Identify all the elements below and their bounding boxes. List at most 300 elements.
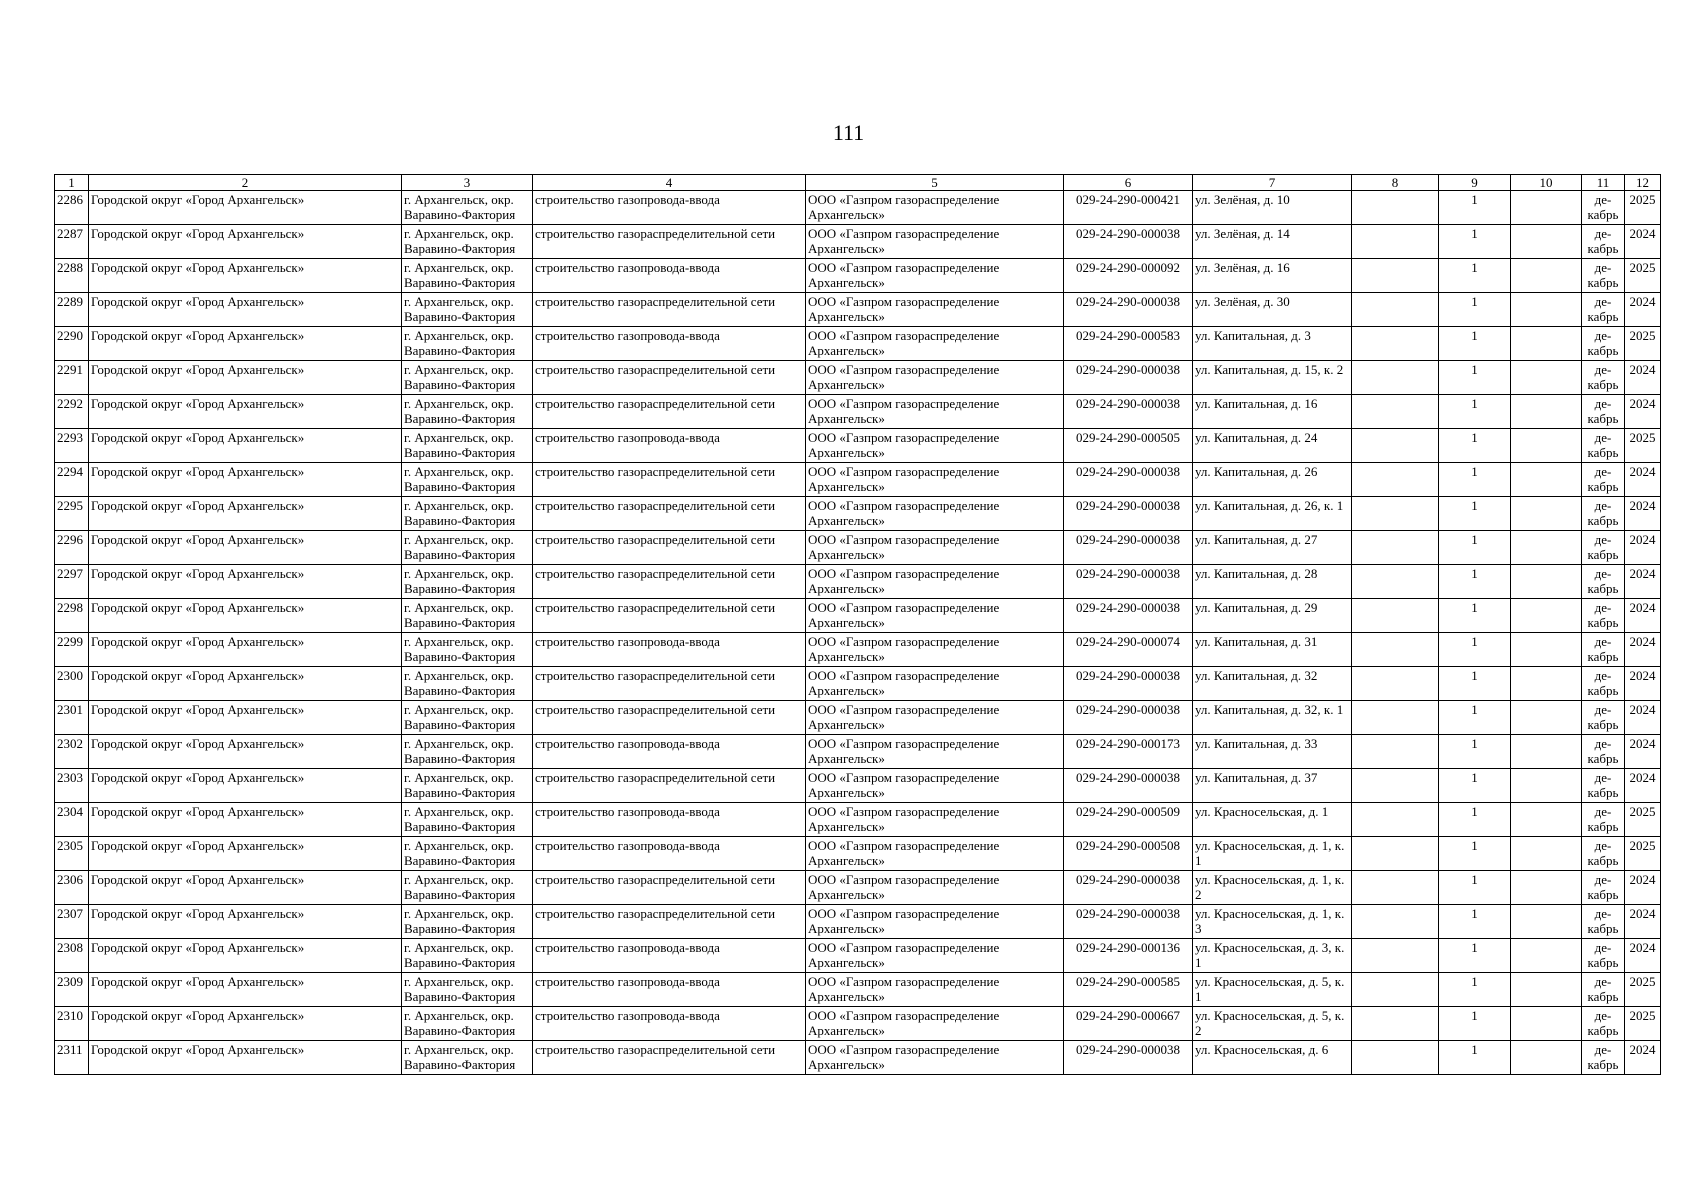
table-row	[55, 497, 1661, 531]
cell-district: г. Архангельск, окр. Варавино-Фактория	[402, 1007, 533, 1041]
cell-application-number: 029-24-290-000667	[1064, 1007, 1193, 1041]
cell-district: г. Архангельск, окр. Варавино-Фактория	[402, 361, 533, 395]
table-row	[55, 837, 1661, 871]
table-row	[55, 1007, 1661, 1041]
cell-work-type: строительство газопровода-ввода	[533, 939, 806, 973]
cell-work-type: строительство газопровода-ввода	[533, 1007, 806, 1041]
cell-year: 2025	[1625, 973, 1661, 1007]
cell-year: 2024	[1625, 701, 1661, 735]
cell-col-10	[1511, 531, 1582, 565]
cell-organization: ООО «Газпром газораспределение Архангельск»	[806, 973, 1064, 1007]
cell-col-8	[1352, 565, 1439, 599]
cell-count: 1	[1439, 735, 1511, 769]
cell-count: 1	[1439, 565, 1511, 599]
cell-municipality: Городской округ «Город Архангельск»	[89, 293, 402, 327]
column-header-1: 1	[55, 175, 89, 191]
cell-work-type: строительство газопровода-ввода	[533, 973, 806, 1007]
page-number: 111	[832, 120, 865, 145]
cell-col-10	[1511, 565, 1582, 599]
column-header-3: 3	[402, 175, 533, 191]
cell-row-number: 2297	[55, 565, 89, 599]
cell-row-number: 2307	[55, 905, 89, 939]
cell-count: 1	[1439, 871, 1511, 905]
cell-col-8	[1352, 939, 1439, 973]
column-header-5: 5	[806, 175, 1064, 191]
cell-application-number: 029-24-290-000038	[1064, 667, 1193, 701]
cell-address: ул. Красносельская, д. 6	[1193, 1041, 1352, 1075]
cell-col-8	[1352, 497, 1439, 531]
cell-row-number: 2294	[55, 463, 89, 497]
table-row	[55, 225, 1661, 259]
cell-address: ул. Капитальная, д. 26	[1193, 463, 1352, 497]
cell-application-number: 029-24-290-000038	[1064, 361, 1193, 395]
cell-month: де-кабрь	[1582, 225, 1625, 259]
table-row	[55, 871, 1661, 905]
cell-row-number: 2308	[55, 939, 89, 973]
cell-col-8	[1352, 531, 1439, 565]
cell-address: ул. Капитальная, д. 32, к. 1	[1193, 701, 1352, 735]
cell-count: 1	[1439, 837, 1511, 871]
cell-district: г. Архангельск, окр. Варавино-Фактория	[402, 1041, 533, 1075]
cell-col-8	[1352, 327, 1439, 361]
cell-municipality: Городской округ «Город Архангельск»	[89, 667, 402, 701]
cell-address: ул. Капитальная, д. 26, к. 1	[1193, 497, 1352, 531]
table-row	[55, 905, 1661, 939]
cell-col-10	[1511, 599, 1582, 633]
cell-row-number: 2291	[55, 361, 89, 395]
cell-col-8	[1352, 225, 1439, 259]
cell-row-number: 2290	[55, 327, 89, 361]
cell-organization: ООО «Газпром газораспределение Архангельск»	[806, 769, 1064, 803]
cell-district: г. Архангельск, окр. Варавино-Фактория	[402, 191, 533, 225]
cell-year: 2024	[1625, 497, 1661, 531]
cell-month: де-кабрь	[1582, 395, 1625, 429]
cell-col-8	[1352, 361, 1439, 395]
cell-month: де-кабрь	[1582, 327, 1625, 361]
cell-row-number: 2303	[55, 769, 89, 803]
cell-month: де-кабрь	[1582, 1007, 1625, 1041]
cell-application-number: 029-24-290-000038	[1064, 565, 1193, 599]
cell-year: 2025	[1625, 429, 1661, 463]
cell-municipality: Городской округ «Город Архангельск»	[89, 565, 402, 599]
table-row	[55, 361, 1661, 395]
cell-row-number: 2289	[55, 293, 89, 327]
registry-table	[54, 174, 1661, 1075]
cell-col-10	[1511, 1007, 1582, 1041]
cell-application-number: 029-24-290-000505	[1064, 429, 1193, 463]
cell-application-number: 029-24-290-000074	[1064, 633, 1193, 667]
cell-organization: ООО «Газпром газораспределение Архангельск»	[806, 803, 1064, 837]
cell-count: 1	[1439, 905, 1511, 939]
cell-year: 2024	[1625, 565, 1661, 599]
cell-application-number: 029-24-290-000038	[1064, 497, 1193, 531]
cell-count: 1	[1439, 293, 1511, 327]
cell-year: 2024	[1625, 1041, 1661, 1075]
cell-count: 1	[1439, 1007, 1511, 1041]
cell-col-10	[1511, 1041, 1582, 1075]
cell-organization: ООО «Газпром газораспределение Архангельск»	[806, 905, 1064, 939]
cell-address: ул. Зелёная, д. 10	[1193, 191, 1352, 225]
cell-application-number: 029-24-290-000038	[1064, 905, 1193, 939]
cell-count: 1	[1439, 769, 1511, 803]
cell-address: ул. Капитальная, д. 29	[1193, 599, 1352, 633]
cell-municipality: Городской округ «Город Архангельск»	[89, 531, 402, 565]
cell-municipality: Городской округ «Город Архангельск»	[89, 395, 402, 429]
cell-application-number: 029-24-290-000421	[1064, 191, 1193, 225]
cell-organization: ООО «Газпром газораспределение Архангельск»	[806, 837, 1064, 871]
cell-year: 2025	[1625, 327, 1661, 361]
cell-application-number: 029-24-290-000038	[1064, 1041, 1193, 1075]
cell-col-8	[1352, 769, 1439, 803]
cell-address: ул. Красносельская, д. 3, к. 1	[1193, 939, 1352, 973]
column-header-12: 12	[1625, 175, 1661, 191]
cell-application-number: 029-24-290-000173	[1064, 735, 1193, 769]
cell-year: 2024	[1625, 905, 1661, 939]
column-header-6: 6	[1064, 175, 1193, 191]
cell-col-8	[1352, 701, 1439, 735]
cell-row-number: 2310	[55, 1007, 89, 1041]
cell-count: 1	[1439, 463, 1511, 497]
cell-municipality: Городской округ «Город Архангельск»	[89, 905, 402, 939]
cell-count: 1	[1439, 259, 1511, 293]
cell-address: ул. Капитальная, д. 15, к. 2	[1193, 361, 1352, 395]
cell-col-10	[1511, 701, 1582, 735]
cell-municipality: Городской округ «Город Архангельск»	[89, 633, 402, 667]
cell-month: де-кабрь	[1582, 735, 1625, 769]
cell-month: де-кабрь	[1582, 701, 1625, 735]
table-row	[55, 463, 1661, 497]
cell-count: 1	[1439, 191, 1511, 225]
cell-month: де-кабрь	[1582, 1041, 1625, 1075]
table-row	[55, 701, 1661, 735]
cell-year: 2024	[1625, 769, 1661, 803]
cell-year: 2024	[1625, 667, 1661, 701]
cell-district: г. Архангельск, окр. Варавино-Фактория	[402, 633, 533, 667]
cell-year: 2024	[1625, 871, 1661, 905]
cell-district: г. Архангельск, окр. Варавино-Фактория	[402, 395, 533, 429]
cell-municipality: Городской округ «Город Архангельск»	[89, 701, 402, 735]
cell-year: 2024	[1625, 463, 1661, 497]
cell-application-number: 029-24-290-000038	[1064, 225, 1193, 259]
cell-organization: ООО «Газпром газораспределение Архангельск»	[806, 429, 1064, 463]
cell-row-number: 2299	[55, 633, 89, 667]
cell-row-number: 2292	[55, 395, 89, 429]
cell-month: де-кабрь	[1582, 497, 1625, 531]
column-header-4: 4	[533, 175, 806, 191]
cell-district: г. Архангельск, окр. Варавино-Фактория	[402, 905, 533, 939]
table-row	[55, 259, 1661, 293]
cell-count: 1	[1439, 497, 1511, 531]
cell-application-number: 029-24-290-000038	[1064, 531, 1193, 565]
cell-address: ул. Капитальная, д. 32	[1193, 667, 1352, 701]
cell-col-10	[1511, 191, 1582, 225]
cell-organization: ООО «Газпром газораспределение Архангельск»	[806, 293, 1064, 327]
cell-municipality: Городской округ «Город Архангельск»	[89, 463, 402, 497]
cell-month: де-кабрь	[1582, 905, 1625, 939]
cell-row-number: 2302	[55, 735, 89, 769]
cell-municipality: Городской округ «Город Архангельск»	[89, 429, 402, 463]
cell-organization: ООО «Газпром газораспределение Архангельск»	[806, 701, 1064, 735]
cell-col-8	[1352, 429, 1439, 463]
cell-count: 1	[1439, 633, 1511, 667]
cell-month: де-кабрь	[1582, 531, 1625, 565]
cell-col-8	[1352, 191, 1439, 225]
cell-organization: ООО «Газпром газораспределение Архангельск»	[806, 497, 1064, 531]
cell-count: 1	[1439, 225, 1511, 259]
cell-municipality: Городской округ «Город Архангельск»	[89, 735, 402, 769]
cell-address: ул. Зелёная, д. 16	[1193, 259, 1352, 293]
cell-district: г. Архангельск, окр. Варавино-Фактория	[402, 973, 533, 1007]
cell-month: де-кабрь	[1582, 803, 1625, 837]
table-row	[55, 395, 1661, 429]
cell-organization: ООО «Газпром газораспределение Архангельск»	[806, 327, 1064, 361]
cell-work-type: строительство газопровода-ввода	[533, 633, 806, 667]
cell-col-10	[1511, 837, 1582, 871]
cell-work-type: строительство газопровода-ввода	[533, 191, 806, 225]
cell-year: 2024	[1625, 395, 1661, 429]
cell-organization: ООО «Газпром газораспределение Архангельск»	[806, 395, 1064, 429]
cell-col-8	[1352, 973, 1439, 1007]
cell-row-number: 2304	[55, 803, 89, 837]
cell-district: г. Архангельск, окр. Варавино-Фактория	[402, 293, 533, 327]
cell-application-number: 029-24-290-000038	[1064, 599, 1193, 633]
cell-address: ул. Капитальная, д. 16	[1193, 395, 1352, 429]
cell-organization: ООО «Газпром газораспределение Архангельск»	[806, 735, 1064, 769]
cell-work-type: строительство газораспределительной сети	[533, 395, 806, 429]
cell-district: г. Архангельск, окр. Варавино-Фактория	[402, 803, 533, 837]
cell-organization: ООО «Газпром газораспределение Архангельск»	[806, 225, 1064, 259]
cell-col-10	[1511, 463, 1582, 497]
cell-district: г. Архангельск, окр. Варавино-Фактория	[402, 327, 533, 361]
cell-municipality: Городской округ «Город Архангельск»	[89, 769, 402, 803]
cell-month: де-кабрь	[1582, 293, 1625, 327]
cell-col-10	[1511, 327, 1582, 361]
cell-municipality: Городской округ «Город Архангельск»	[89, 973, 402, 1007]
cell-application-number: 029-24-290-000092	[1064, 259, 1193, 293]
cell-year: 2025	[1625, 837, 1661, 871]
column-header-7: 7	[1193, 175, 1352, 191]
cell-district: г. Архангельск, окр. Варавино-Фактория	[402, 497, 533, 531]
cell-address: ул. Капитальная, д. 27	[1193, 531, 1352, 565]
cell-work-type: строительство газопровода-ввода	[533, 837, 806, 871]
cell-col-10	[1511, 293, 1582, 327]
column-header-10: 10	[1511, 175, 1582, 191]
cell-address: ул. Красносельская, д. 1	[1193, 803, 1352, 837]
cell-year: 2025	[1625, 259, 1661, 293]
cell-col-10	[1511, 395, 1582, 429]
cell-work-type: строительство газораспределительной сети	[533, 463, 806, 497]
cell-year: 2024	[1625, 633, 1661, 667]
cell-col-10	[1511, 633, 1582, 667]
table-row	[55, 769, 1661, 803]
cell-district: г. Архангельск, окр. Варавино-Фактория	[402, 939, 533, 973]
cell-year: 2025	[1625, 1007, 1661, 1041]
cell-application-number: 029-24-290-000136	[1064, 939, 1193, 973]
cell-district: г. Архангельск, окр. Варавино-Фактория	[402, 531, 533, 565]
table-body	[55, 191, 1661, 1075]
cell-organization: ООО «Газпром газораспределение Архангельск»	[806, 361, 1064, 395]
table-row	[55, 191, 1661, 225]
cell-address: ул. Красносельская, д. 1, к. 2	[1193, 871, 1352, 905]
table-row	[55, 327, 1661, 361]
cell-municipality: Городской округ «Город Архангельск»	[89, 361, 402, 395]
cell-application-number: 029-24-290-000038	[1064, 463, 1193, 497]
cell-col-8	[1352, 293, 1439, 327]
cell-month: де-кабрь	[1582, 463, 1625, 497]
cell-col-10	[1511, 769, 1582, 803]
cell-application-number: 029-24-290-000583	[1064, 327, 1193, 361]
column-header-8: 8	[1352, 175, 1439, 191]
cell-work-type: строительство газораспределительной сети	[533, 599, 806, 633]
cell-work-type: строительство газопровода-ввода	[533, 327, 806, 361]
cell-month: де-кабрь	[1582, 191, 1625, 225]
column-header-9: 9	[1439, 175, 1511, 191]
cell-col-8	[1352, 633, 1439, 667]
cell-year: 2025	[1625, 803, 1661, 837]
cell-count: 1	[1439, 939, 1511, 973]
cell-year: 2024	[1625, 293, 1661, 327]
cell-col-8	[1352, 837, 1439, 871]
table-row	[55, 531, 1661, 565]
cell-year: 2024	[1625, 939, 1661, 973]
cell-col-8	[1352, 803, 1439, 837]
cell-organization: ООО «Газпром газораспределение Архангельск»	[806, 1007, 1064, 1041]
cell-work-type: строительство газопровода-ввода	[533, 429, 806, 463]
cell-col-8	[1352, 1041, 1439, 1075]
cell-month: де-кабрь	[1582, 429, 1625, 463]
cell-col-10	[1511, 905, 1582, 939]
cell-month: де-кабрь	[1582, 361, 1625, 395]
cell-col-8	[1352, 259, 1439, 293]
cell-col-8	[1352, 463, 1439, 497]
cell-row-number: 2295	[55, 497, 89, 531]
cell-row-number: 2293	[55, 429, 89, 463]
cell-month: де-кабрь	[1582, 769, 1625, 803]
cell-work-type: строительство газораспределительной сети	[533, 667, 806, 701]
cell-organization: ООО «Газпром газораспределение Архангельск»	[806, 463, 1064, 497]
cell-district: г. Архангельск, окр. Варавино-Фактория	[402, 599, 533, 633]
cell-organization: ООО «Газпром газораспределение Архангельск»	[806, 1041, 1064, 1075]
cell-col-10	[1511, 973, 1582, 1007]
cell-col-8	[1352, 1007, 1439, 1041]
cell-district: г. Архангельск, окр. Варавино-Фактория	[402, 565, 533, 599]
cell-count: 1	[1439, 429, 1511, 463]
cell-count: 1	[1439, 361, 1511, 395]
cell-row-number: 2286	[55, 191, 89, 225]
cell-address: ул. Капитальная, д. 3	[1193, 327, 1352, 361]
cell-work-type: строительство газораспределительной сети	[533, 905, 806, 939]
table-row	[55, 429, 1661, 463]
cell-organization: ООО «Газпром газораспределение Архангельск»	[806, 565, 1064, 599]
cell-municipality: Городской округ «Город Архангельск»	[89, 327, 402, 361]
cell-address: ул. Зелёная, д. 30	[1193, 293, 1352, 327]
cell-work-type: строительство газораспределительной сети	[533, 361, 806, 395]
cell-month: де-кабрь	[1582, 565, 1625, 599]
cell-month: де-кабрь	[1582, 633, 1625, 667]
cell-count: 1	[1439, 327, 1511, 361]
cell-year: 2024	[1625, 599, 1661, 633]
cell-col-10	[1511, 871, 1582, 905]
cell-col-10	[1511, 497, 1582, 531]
cell-col-8	[1352, 871, 1439, 905]
cell-address: ул. Красносельская, д. 5, к. 2	[1193, 1007, 1352, 1041]
cell-organization: ООО «Газпром газораспределение Архангельск»	[806, 531, 1064, 565]
cell-work-type: строительство газопровода-ввода	[533, 803, 806, 837]
cell-organization: ООО «Газпром газораспределение Архангельск»	[806, 599, 1064, 633]
cell-work-type: строительство газопровода-ввода	[533, 735, 806, 769]
cell-application-number: 029-24-290-000038	[1064, 769, 1193, 803]
table-row	[55, 565, 1661, 599]
cell-work-type: строительство газораспределительной сети	[533, 565, 806, 599]
cell-row-number: 2300	[55, 667, 89, 701]
cell-work-type: строительство газораспределительной сети	[533, 1041, 806, 1075]
cell-address: ул. Красносельская, д. 5, к. 1	[1193, 973, 1352, 1007]
cell-district: г. Архангельск, окр. Варавино-Фактория	[402, 225, 533, 259]
cell-month: де-кабрь	[1582, 939, 1625, 973]
cell-month: де-кабрь	[1582, 259, 1625, 293]
cell-work-type: строительство газораспределительной сети	[533, 769, 806, 803]
cell-district: г. Архангельск, окр. Варавино-Фактория	[402, 701, 533, 735]
header-row	[55, 175, 1661, 191]
cell-municipality: Городской округ «Город Архангельск»	[89, 1007, 402, 1041]
table-row	[55, 667, 1661, 701]
cell-municipality: Городской округ «Город Архангельск»	[89, 1041, 402, 1075]
cell-municipality: Городской округ «Город Архангельск»	[89, 599, 402, 633]
cell-municipality: Городской округ «Город Архангельск»	[89, 259, 402, 293]
cell-row-number: 2306	[55, 871, 89, 905]
cell-application-number: 029-24-290-000585	[1064, 973, 1193, 1007]
table-row	[55, 939, 1661, 973]
table-row	[55, 633, 1661, 667]
cell-organization: ООО «Газпром газораспределение Архангельск»	[806, 191, 1064, 225]
cell-district: г. Архангельск, окр. Варавино-Фактория	[402, 259, 533, 293]
cell-col-8	[1352, 735, 1439, 769]
cell-count: 1	[1439, 803, 1511, 837]
table-row	[55, 803, 1661, 837]
cell-year: 2024	[1625, 361, 1661, 395]
cell-municipality: Городской округ «Город Архангельск»	[89, 497, 402, 531]
cell-row-number: 2296	[55, 531, 89, 565]
cell-address: ул. Капитальная, д. 24	[1193, 429, 1352, 463]
cell-municipality: Городской округ «Город Архангельск»	[89, 871, 402, 905]
cell-organization: ООО «Газпром газораспределение Архангельск»	[806, 633, 1064, 667]
cell-address: ул. Красносельская, д. 1, к. 3	[1193, 905, 1352, 939]
cell-organization: ООО «Газпром газораспределение Архангельск»	[806, 939, 1064, 973]
cell-organization: ООО «Газпром газораспределение Архангельск»	[806, 667, 1064, 701]
cell-col-10	[1511, 225, 1582, 259]
cell-count: 1	[1439, 395, 1511, 429]
cell-month: де-кабрь	[1582, 973, 1625, 1007]
column-header-11: 11	[1582, 175, 1625, 191]
cell-row-number: 2287	[55, 225, 89, 259]
cell-row-number: 2298	[55, 599, 89, 633]
cell-row-number: 2305	[55, 837, 89, 871]
cell-month: де-кабрь	[1582, 837, 1625, 871]
cell-month: де-кабрь	[1582, 667, 1625, 701]
table-row	[55, 599, 1661, 633]
cell-district: г. Архангельск, окр. Варавино-Фактория	[402, 769, 533, 803]
cell-address: ул. Капитальная, д. 31	[1193, 633, 1352, 667]
cell-col-10	[1511, 735, 1582, 769]
cell-work-type: строительство газораспределительной сети	[533, 497, 806, 531]
cell-application-number: 029-24-290-000038	[1064, 293, 1193, 327]
cell-address: ул. Капитальная, д. 37	[1193, 769, 1352, 803]
cell-month: де-кабрь	[1582, 871, 1625, 905]
cell-application-number: 029-24-290-000038	[1064, 871, 1193, 905]
table-row	[55, 735, 1661, 769]
cell-year: 2025	[1625, 191, 1661, 225]
cell-count: 1	[1439, 701, 1511, 735]
